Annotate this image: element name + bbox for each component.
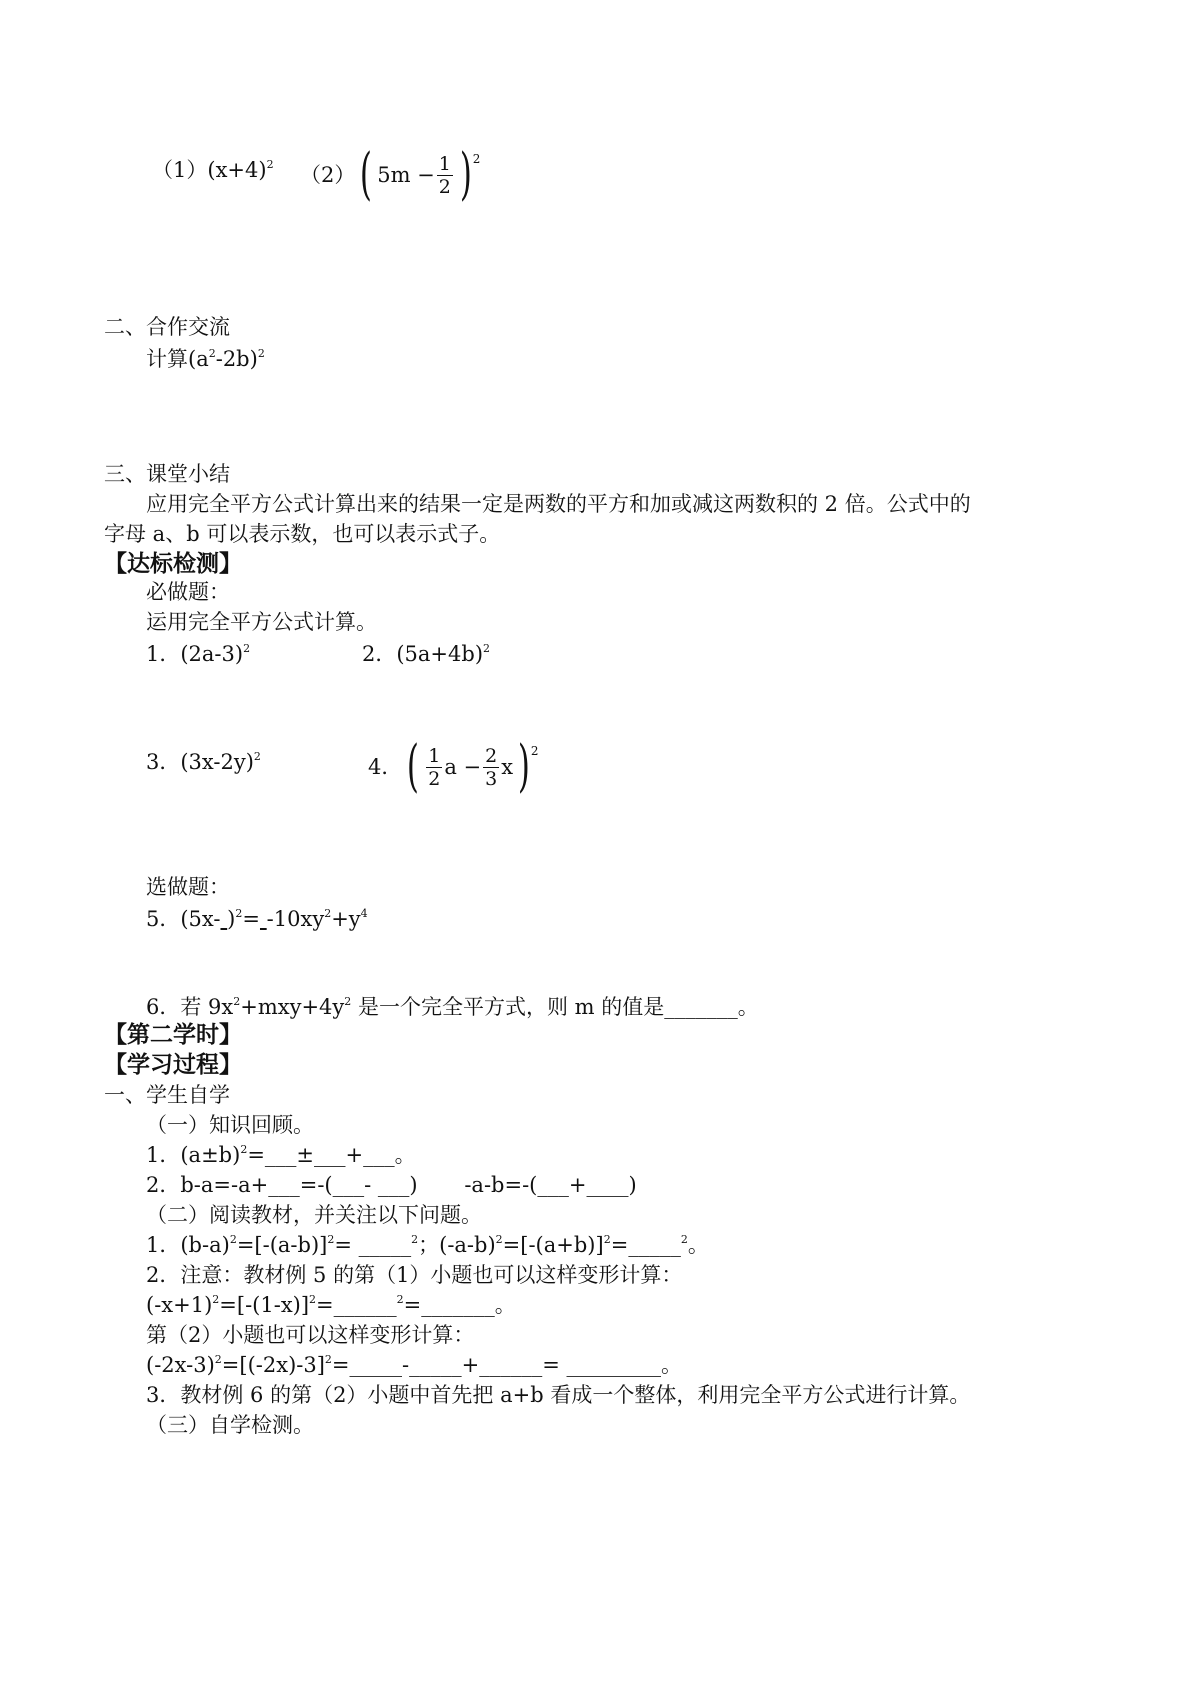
reading-item-2b: 第（2）小题也可以这样变形计算： xyxy=(146,1323,475,1347)
knowledge-review: （一）知识回顾。 xyxy=(146,1113,314,1137)
exercise-1: $(1)(x+4)^2$ xyxy=(152,158,274,182)
fraction: $\frac{1}{2}$ xyxy=(428,744,441,790)
blank: ___ xyxy=(268,1173,300,1197)
instruction: 运用完全平方公式计算。 xyxy=(146,610,377,634)
problem-6: 6．若 $9x^2+mxy+4y^2$ 是一个完全平方式，则 m 的值是_______。 xyxy=(146,995,759,1019)
blank xyxy=(260,907,267,931)
section-title-cooperation: 二、合作交流 xyxy=(104,315,230,339)
blank: _____ xyxy=(409,1353,462,1377)
blank: _____ xyxy=(358,1233,412,1257)
section-title-summary: 三、课堂小结 xyxy=(104,462,230,486)
blank: ___ xyxy=(363,1143,395,1167)
reading-item-3: 3．教材例 6 的第（2）小题中首先把 a+b 看成一个整体，利用完全平方公式进行计算。 xyxy=(146,1383,971,1407)
review-item-1: 1．$(a\pm b)^2=\_\_\_\pm\_\_\_+\_\_\_$。 xyxy=(146,1143,416,1167)
heading-learning-process: 【学习过程】 xyxy=(104,1052,242,1078)
blank: ___ xyxy=(332,1173,365,1197)
blank: ______ xyxy=(479,1353,543,1377)
heading-second-lesson: 【第二学时】 xyxy=(104,1022,242,1048)
summary-line-2: 字母 a、b 可以表示数，也可以表示式子。 xyxy=(104,522,501,546)
blank: ___ xyxy=(537,1173,569,1197)
fraction: $\frac{2}{3}$ xyxy=(485,744,498,790)
blank: ____ xyxy=(586,1173,629,1197)
problem-4: 4． ( $\frac{1}{2}$ a − $\frac{2}{3}$ x ) 2 xyxy=(368,734,539,799)
blank: _________ xyxy=(566,1353,662,1377)
problem-5: 5．(5x- )$^2= -10xy^2+y^4$ xyxy=(146,907,368,931)
blank: _______ xyxy=(421,1293,495,1317)
heading-assessment: 【达标检测】 xyxy=(104,551,242,577)
blank: ___ xyxy=(264,1143,297,1167)
reading-item-1: 1．$(b-a)^2=[-(a-b)]^2=$ _____$^2$；$(-a-b)^2=[-(a+b)]^2=\_\_\_\_\_^2$。 xyxy=(146,1233,709,1257)
reading-item-2c: $(-2x-3)^2=[(-2x)-3]^2=\_\_\_\_\_-\_\_\_\_\_+\_\_\_\_\_\_=$ _________。 xyxy=(146,1353,683,1377)
reading-item-2a: $(-x+1)^2=[-(1-x)]^2=\_\_\_\_\_\_^2=\_\_\_\_\_\_\_$。 xyxy=(146,1293,516,1317)
blank: ___ xyxy=(314,1143,346,1167)
exercise-2: （2） ( 5m − $\frac{1}{2}$ ) 2 xyxy=(300,142,481,207)
section-self-study: 一、学生自学 xyxy=(104,1083,230,1107)
required-label: 必做题： xyxy=(146,580,230,604)
optional-label: 选做题： xyxy=(146,875,230,899)
problem-3: 3．$(3x-2y)^2$ xyxy=(146,750,261,774)
reading-item-2: 2．注意：教材例 5 的第（1）小题也可以这样变形计算： xyxy=(146,1263,683,1287)
blank: _______ xyxy=(664,995,738,1019)
problem-2: 2．$(5a+4b)^2$ xyxy=(362,642,491,666)
blank: _____ xyxy=(349,1353,403,1377)
self-test: （三）自学检测。 xyxy=(146,1413,314,1437)
summary-line-1: 应用完全平方公式计算出来的结果一定是两数的平方和加或减这两数积的 2 倍。公式中的 xyxy=(146,492,971,516)
problem-1: 1．$(2a-3)^2$ xyxy=(146,642,251,666)
blank: _____ xyxy=(628,1233,681,1257)
blank: ___ xyxy=(377,1173,410,1197)
review-item-2: 2．b-a=-a+___=-(___- ___) -a-b=-(___+____) xyxy=(146,1173,637,1197)
blank: ______ xyxy=(333,1293,397,1317)
fraction: $\frac{1}{2}$ xyxy=(438,152,451,198)
reading-task: （二）阅读教材，并关注以下问题。 xyxy=(146,1203,482,1227)
cooperation-calc: 计算$(a^2-2b)^2$ xyxy=(146,347,265,371)
